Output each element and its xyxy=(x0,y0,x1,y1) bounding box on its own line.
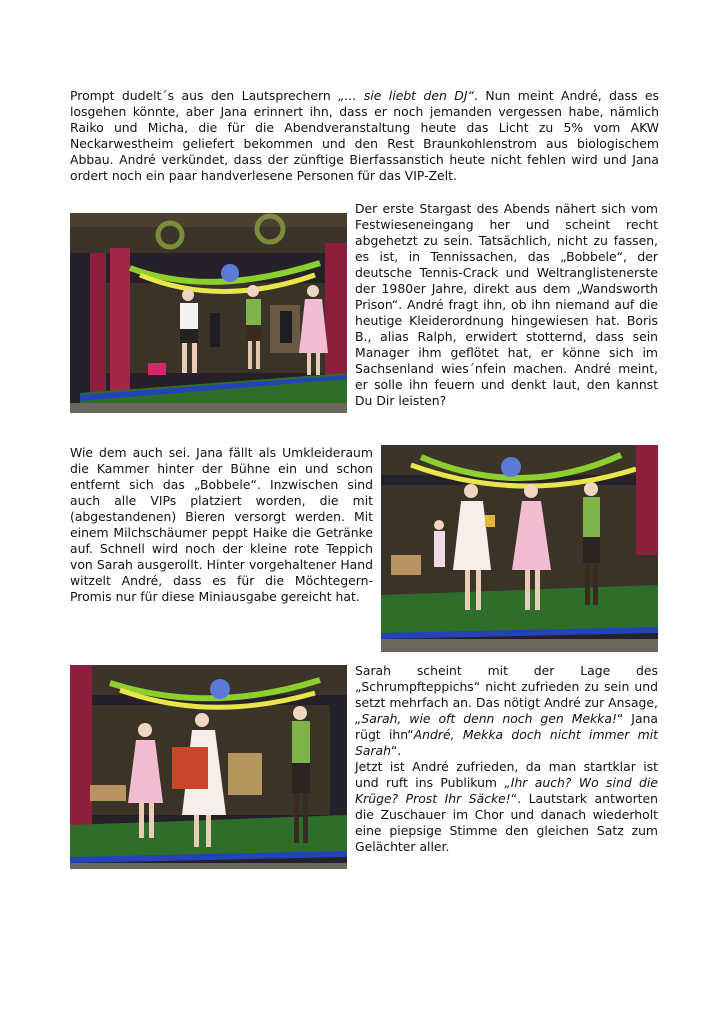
section-2-text xyxy=(70,445,373,605)
intro-text-b: . Nun meint André, dass es losgehen könnte, aber Jana erinnert ihn, dass er noch jemanden vergessen habe, nämlich Raiko und Micha, die für die Abendveranstaltung heute das Licht zu 5% vom AKW Neckarwestheim geliefert bekommen und den Rest Braunkohlenstrom aus biologischem Abbau. André verkündet, dass der zünftige Bierfassanstich heute nicht fehlen wird und Jana ordert noch ein paar handverlesene Personen für das VIP-Zelt. xyxy=(70,88,659,183)
photo-3-graphic xyxy=(70,665,347,869)
intro-paragraph xyxy=(70,88,659,184)
quote-prost: „Ihr auch? Wo sind die Krüge? Prost Ihr Säcke! xyxy=(355,775,658,806)
section-3-text-b: “ Jana rügt ihn“ xyxy=(355,711,658,742)
photo-vip-beer-toast xyxy=(381,445,658,652)
photo-2-graphic xyxy=(381,445,658,652)
section-3-text-d: Jetzt ist André zufrieden, da man startklar ist und ruft ins Publikum xyxy=(355,759,658,790)
section-3-paragraph-2 xyxy=(355,759,658,855)
section-3-text-c: “. xyxy=(391,743,402,758)
quote-sarah-mekka: „Sarah, wie oft denn noch gen Mekka! xyxy=(355,711,617,726)
photo-red-carpet xyxy=(70,665,347,869)
quote-andre-mekka: André, Mekka doch nicht immer mit Sarah xyxy=(355,727,659,758)
section-2-paragraph: Wie dem auch sei. Jana fällt als Umkleideraum die Kammer hinter der Bühne ein und schon entfernt sich das „Bobbele“. Inzwischen sind auch alle VIPs platziert worden, die mit (abgestandenen) Bieren versorgt werden. Mit einem Milchschäumer peppt Haike die Getränke auf. Schnell wird noch der kleine rote Teppich von Sarah ausgerollt. Hinter vorgehaltener Hand witzelt André, dass es für die Möchtegern-Promis nur für diese Miniausgabe gereicht hat. xyxy=(70,445,373,604)
section-3-text xyxy=(355,663,658,855)
photo-1-graphic xyxy=(70,213,347,413)
photo-tennis-star-entrance xyxy=(70,213,347,413)
section-3-paragraph-1 xyxy=(355,663,658,759)
intro-text-a: Prompt dudelt´s aus den Lautsprechern xyxy=(70,88,339,103)
section-1-text xyxy=(355,201,658,409)
section-1-paragraph: Der erste Stargast des Abends nähert sich vom Festwieseneingang her und scheint recht abgehetzt zu sein. Tatsächlich, nicht zu fassen, es ist, in Tennissachen, das „Bobbele“, der deutsche Tennis-Crack und Weltranglistenerste der 1980er Jahre, direkt aus dem „Wandsworth Prison“. André fragt ihn, ob ihn niemand auf die heutige Kleiderordnung hingewiesen hat. Boris B., alias Ralph, erwidert stotternd, dass sein Manager ihm geflötet hat, er könne sich im Sachsenland wies´nfein machen. André meint, er solle ihn feuern und denkt laut, den kannst Du Dir leisten? xyxy=(355,201,658,408)
intro-song-quote: „... sie liebt den DJ“ xyxy=(338,88,474,103)
section-3-text-a: Sarah scheint mit der Lage des „Schrumpfteppichs“ nicht zufrieden zu sein und setzt mehrfach an. Das nötigt André zur Ansage, xyxy=(355,663,658,710)
section-3-text-e: “. Lautstark antworten die Zuschauer im Chor und danach wiederholt eine piepsige Stimme den gleichen Satz zum Gelächter aller. xyxy=(355,791,658,854)
